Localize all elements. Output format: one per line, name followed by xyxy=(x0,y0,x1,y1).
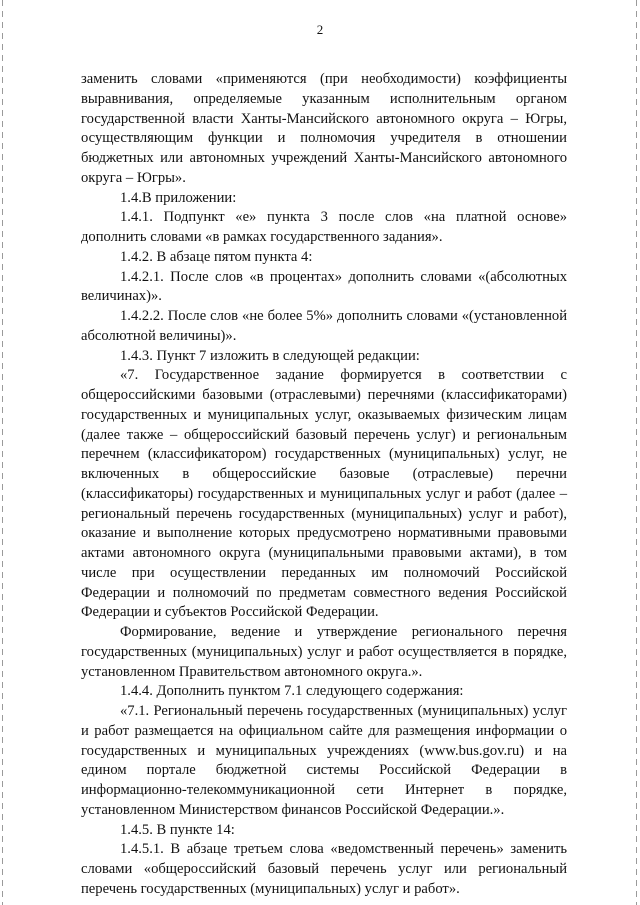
paragraph-4: 1.4.2. В абзаце пятом пункта 4: xyxy=(120,248,313,265)
scan-edge-left xyxy=(2,0,3,905)
scan-edge-right xyxy=(636,0,637,905)
paragraph-10: 1.4.4. Дополнить пунктом 7.1 следующего содержания: xyxy=(120,683,464,700)
paragraph-5: 1.4.2.1. После слов «в процентах» дополнить словами «(абсолютных величинах)». xyxy=(81,268,567,305)
paragraph-8: «7. Государственное задание формируется в соответствии с общероссийскими базовыми (отраслевыми) перечнями (классификаторами) государственных и муниципальных услуг, оказываемых физическим лицам (далее также – общероссийский базовый перечень услуг) и региональным перечнем (классификатором) государственных (муниципальных) услуг, не включенных в общероссийские базовые (отраслевые) перечни (классификаторы) государственных и муниципальных услуг и работ (далее – региональный перечень государственных (муниципальных) услуг и работ), оказание и выполнение которых предусмотрено нормативными правовыми актами автономного округа (муниципальными правовыми актами), в том числе при осуществлении переданных им полномочий Российской Федерации и полномочий по предметам совместного ведения Российской Федерации и субъектов Российской Федерации. xyxy=(81,367,567,621)
paragraph-2: 1.4.В приложении: xyxy=(120,189,237,206)
paragraph-3: 1.4.1. Подпункт «е» пункта 3 после слов «на платной основе» дополнить словами «в рамках государственного задания». xyxy=(81,209,567,245)
page-number: 2 xyxy=(316,22,324,37)
paragraph-13: 1.4.5.1. В абзаце третьем слова «ведомственный перечень» заменить словами «общероссийский базовый перечень услуг или региональный перечень государственных (муниципальных) услуг и работ». xyxy=(81,841,567,897)
paragraph-1: заменить словами «применяются (при необходимости) коэффициенты выравнивания, определяемые указанным исполнительным органом государственной власти Ханты-Мансийского автономного округа – Югры, осуществляющим функции и полномочия учредителя в отношении бюджетных или автономных учреждений Ханты-Мансийского автономного округа – Югры». xyxy=(81,71,567,186)
paragraph-6: 1.4.2.2. После слов «не более 5%» дополнить словами «(установленной абсолютной величины)». xyxy=(81,308,567,344)
paragraph-12: 1.4.5. В пункте 14: xyxy=(120,821,235,838)
paragraph-9: Формирование, ведение и утверждение регионального перечня государственных (муниципальных) услуг и работ осуществляется в порядке, установленном Правительством автономного округа.». xyxy=(81,624,567,680)
document-body xyxy=(81,70,567,900)
paragraph-7: 1.4.3. Пункт 7 изложить в следующей редакции: xyxy=(120,347,420,364)
paragraph-11: «7.1. Региональный перечень государственных (муниципальных) услуг и работ размещается на официальном сайте для размещения информации о государственных и муниципальных учреждениях (www.bus.gov.ru) и на едином портале бюджетной системы Российской Федерации в информационно-телекоммуникационной сети Интернет в порядке, установленном Министерством финансов Российской Федерации.». xyxy=(81,703,567,818)
